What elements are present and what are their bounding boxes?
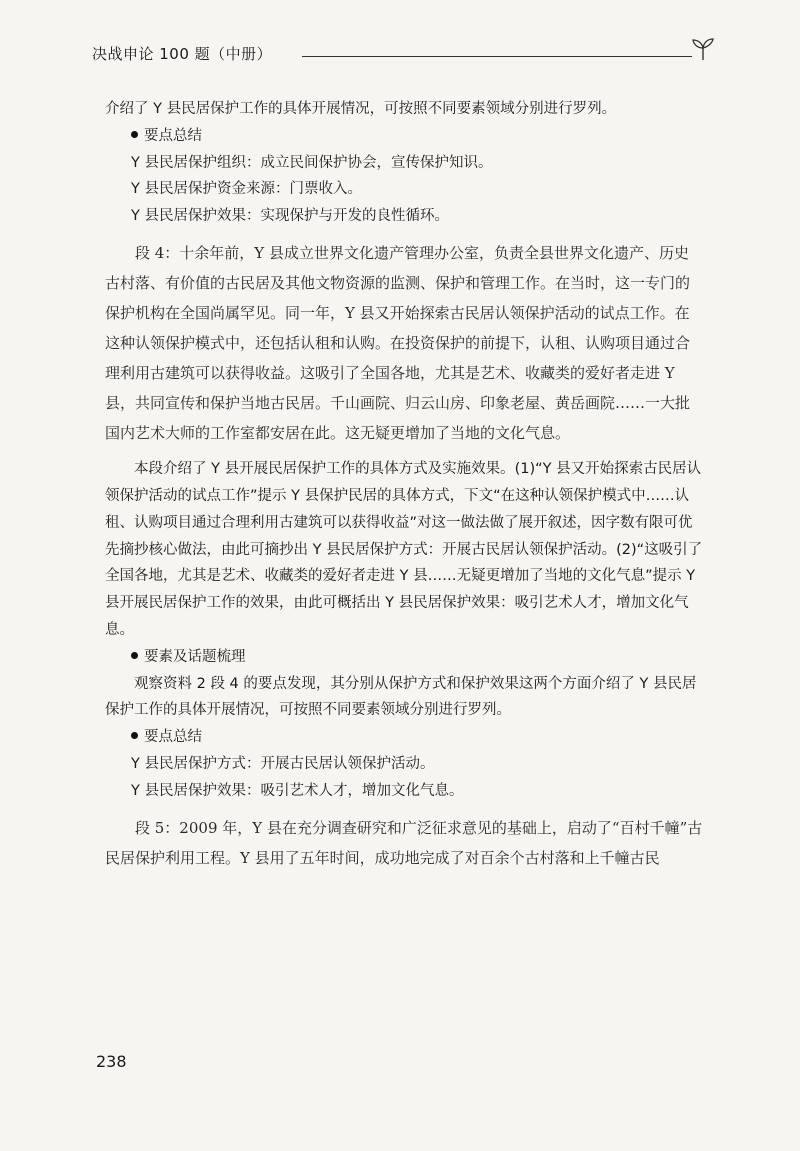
section-heading [105,644,703,671]
page-number: 238 [96,1052,127,1071]
summary-line: Y 县民居保护效果：实现保护与开发的良性循环。 [131,208,449,225]
running-header [92,34,732,74]
page-body [105,96,703,873]
heading-text: 要点总结 [144,729,202,746]
header-title: 决战申论 100 题（中册） [92,45,273,63]
bullet-icon [131,652,138,659]
bullet-icon [131,732,138,739]
section-heading [105,724,703,751]
summary-line: Y 县民居保护方式：开展古民居认领保护活动。 [131,756,435,772]
body-paragraph: 观察资料 2 段 4 的要点发现，其分别从保护方式和保护效果这两个方面介绍了 Y 县民居保护工作的具体开展情况，可按照不同要素领域分别进行罗列。 [105,675,697,719]
section-heading [105,123,703,150]
sprout-icon [690,36,716,62]
heading-text: 要素及话题梳理 [144,648,246,665]
bullet-icon [131,131,138,138]
summary-line: Y 县民居保护资金来源：门票收入。 [131,181,362,198]
heading-text: 要点总结 [144,127,202,144]
source-paragraph: 段 4：十余年前，Y 县成立世界文化遗产管理办公室，负责全县世界文化遗产、历史古村落、有价值的古民居及其他文物资源的监测、保护和管理工作。在当时，这一专门的保护机构在全国尚属罕见。同一年，Y 县又开始探索古民居认领保护活动的试点工作。在这种认领保护模式中，还包括认租和认购。在投资保护的前提下，认租、认购项目通过合理利用古建筑可以获得收益。这吸引了全国各地，尤其是艺术、收藏类的爱好者走进 Y 县，共同宣传和保护当地古民居。千山画院、归云山房、印象老屋、黄岳画院……一大批国内艺术大师的工作室都安居在此。这无疑更增加了当地的文化气息。 [105,244,691,443]
summary-line: Y 县民居保护效果：吸引艺术人才，增加文化气息。 [131,782,464,799]
header-rule [302,56,692,57]
text-line: 介绍了 Y 县民居保护工作的具体开展情况，可按照不同要素领域分别进行罗列。 [105,101,617,117]
analysis-paragraph: 本段介绍了 Y 县开展民居保护工作的具体方式及实施效果。(1)“Y 县又开始探索古民居认领保护活动的试点工作”提示 Y 县保护民居的具体方式，下文“在这种认领保护模式中……认租、认购项目通过合理利用古建筑可以获得收益”对这一做法做了展开叙述，因字数有限可优先摘抄核心做法，由此可摘抄出 Y 县民居保护方式：开展古民居认领保护活动。(2)“这吸引了全国各地，尤其是艺术、收藏类的爱好者走进 Y 县……无疑更增加了当地的文化气息”提示 Y 县开展民居保护工作的效果，由此可概括出 Y 县民居保护效果：吸引艺术人才，增加文化气息。 [105,461,703,638]
source-paragraph: 段 5：2009 年，Y 县在充分调查研究和广泛征求意见的基础上，启动了“百村千幢”古民居保护利用工程。Y 县用了五年时间，成功地完成了对百余个古村落和上千幢古民 [105,818,703,867]
summary-line: Y 县民居保护组织：成立民间保护协会，宣传保护知识。 [131,154,493,171]
